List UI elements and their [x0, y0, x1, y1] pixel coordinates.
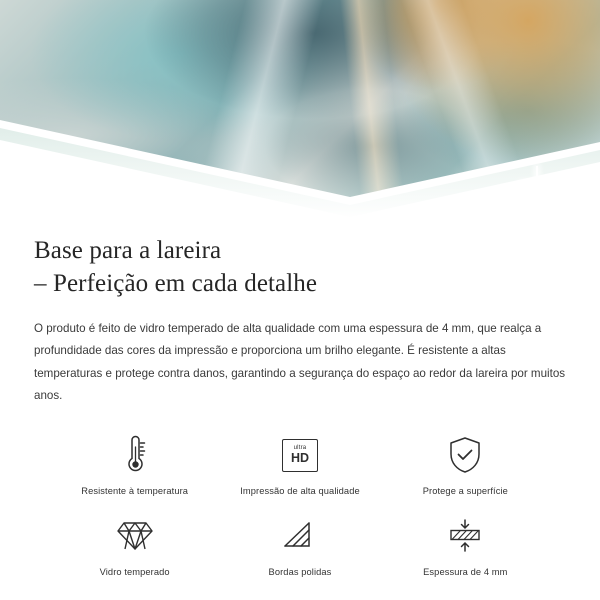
hero-image — [0, 0, 600, 218]
feature-label: Vidro temperado — [99, 567, 170, 577]
feature-item-polished-edges — [217, 514, 382, 577]
feature-label: Resistente à temperatura — [81, 486, 189, 496]
feature-item-surface-protection — [383, 433, 548, 496]
thermometer-icon — [119, 433, 151, 477]
feature-item-print-quality — [217, 433, 382, 496]
polished-edges-icon — [280, 514, 320, 558]
page-title — [34, 234, 566, 300]
feature-label: Protege a superfície — [422, 486, 508, 496]
feature-item-tempered-glass — [52, 514, 217, 577]
page-title-line-2: – Perfeição em cada detalhe — [34, 270, 318, 297]
thickness-icon — [445, 514, 485, 558]
feature-label: Impressão de alta qualidade — [240, 486, 360, 496]
shield-check-icon — [447, 433, 483, 477]
ultra-hd-icon — [282, 433, 318, 477]
ultra-hd-ultra-text: ultra — [293, 445, 307, 452]
ultra-hd-hd-text: HD — [290, 451, 310, 466]
diamond-icon — [116, 514, 154, 558]
feature-label: Bordas polidas — [268, 567, 332, 577]
feature-item-thickness — [383, 514, 548, 577]
feature-item-temperature — [52, 433, 217, 496]
description-paragraph: O produto é feito de vidro temperado de alta qualidade com uma espessura de 4 mm, que realça a profundidade das cores da impressão e proporciona um brilho elegante. É resistente a altas temperaturas e protege contra danos, garantindo a segurança do espaço ao redor da lareira por muitos anos. — [34, 322, 566, 402]
feature-grid — [34, 433, 566, 577]
content-area — [0, 218, 600, 577]
glass-panel-artwork — [0, 0, 600, 197]
page-title-line-1: Base para a lareira — [34, 237, 222, 264]
feature-label: Espessura de 4 mm — [423, 567, 508, 577]
